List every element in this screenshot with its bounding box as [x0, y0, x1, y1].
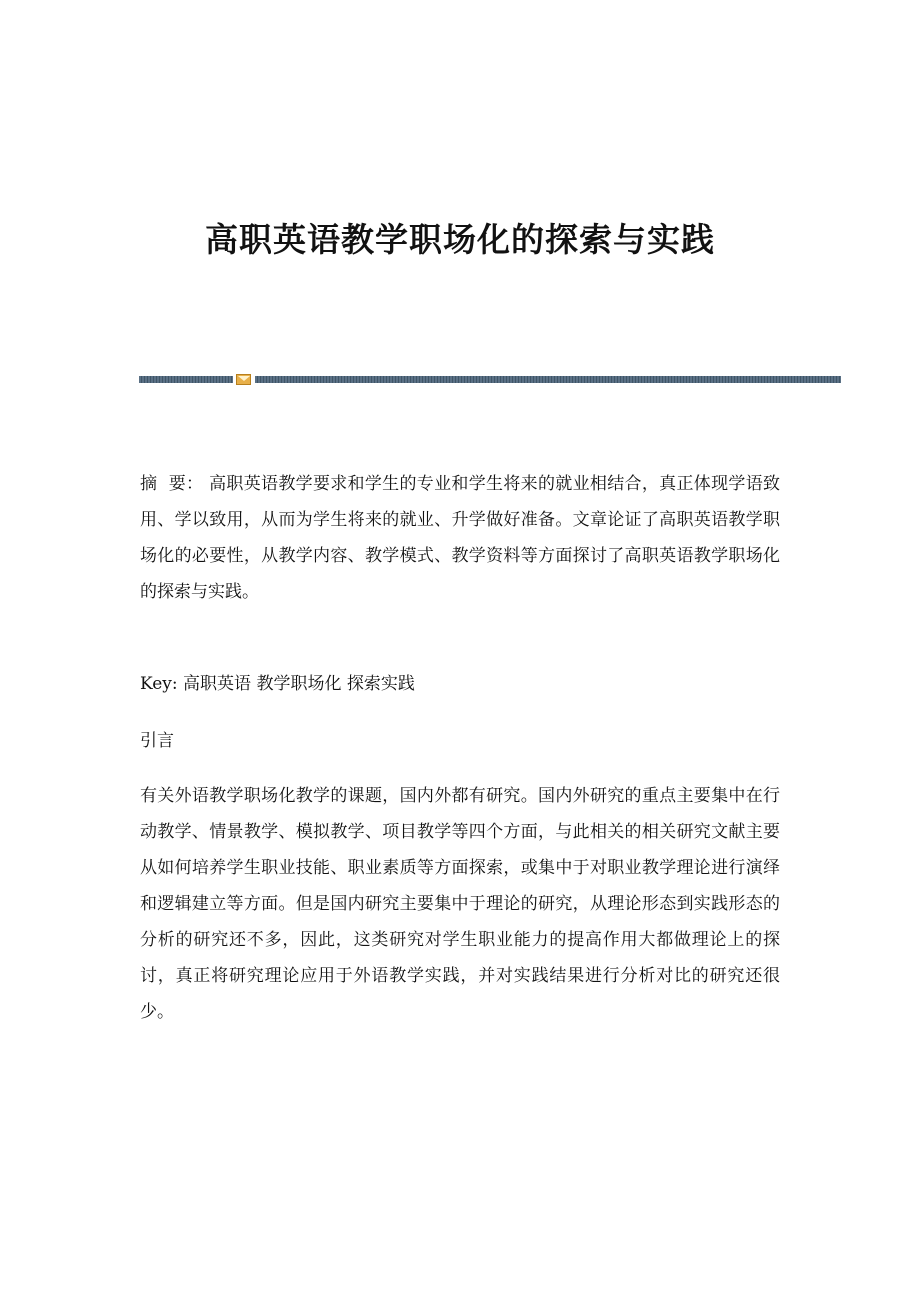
keywords-label: Key: [140, 674, 178, 694]
title-divider [139, 374, 841, 385]
keywords-text: 高职英语 教学职场化 探索实践 [183, 674, 415, 694]
intro-heading: 引言 [140, 731, 174, 751]
divider-bar-right [255, 376, 841, 383]
intro-paragraph: 有关外语教学职场化教学的课题，国内外都有研究。国内外研究的重点主要集中在行动教学、情景教学、模拟教学、项目教学等四个方面，与此相关的相关研究文献主要从如何培养学生职业技能、职业素质等方面探索，或集中于对职业教学理论进行演绎和逻辑建立等方面。但是国内研究主要集中于理论的研究，从理论形态到实践形态的分析的研究还不多，因此，这类研究对学生职业能力的提高作用大都做理论上的探讨，真正将研究理论应用于外语教学实践，并对实践结果进行分析对比的研究还很少。 [140, 786, 780, 1022]
keywords-line [140, 666, 780, 702]
divider-bar-left [139, 376, 233, 383]
abstract-label: 摘 要： [140, 474, 204, 494]
envelope-icon [236, 374, 251, 385]
document-title: 高职英语教学职场化的探索与实践 [205, 220, 715, 259]
abstract-paragraph [140, 466, 780, 610]
abstract-text: 高职英语教学要求和学生的专业和学生将来的就业相结合，真正体现学语致用、学以致用，从而为学生将来的就业、升学做好准备。文章论证了高职英语教学职场化的必要性，从教学内容、教学模式、教学资料等方面探讨了高职英语教学职场化的探索与实践。 [140, 474, 780, 602]
